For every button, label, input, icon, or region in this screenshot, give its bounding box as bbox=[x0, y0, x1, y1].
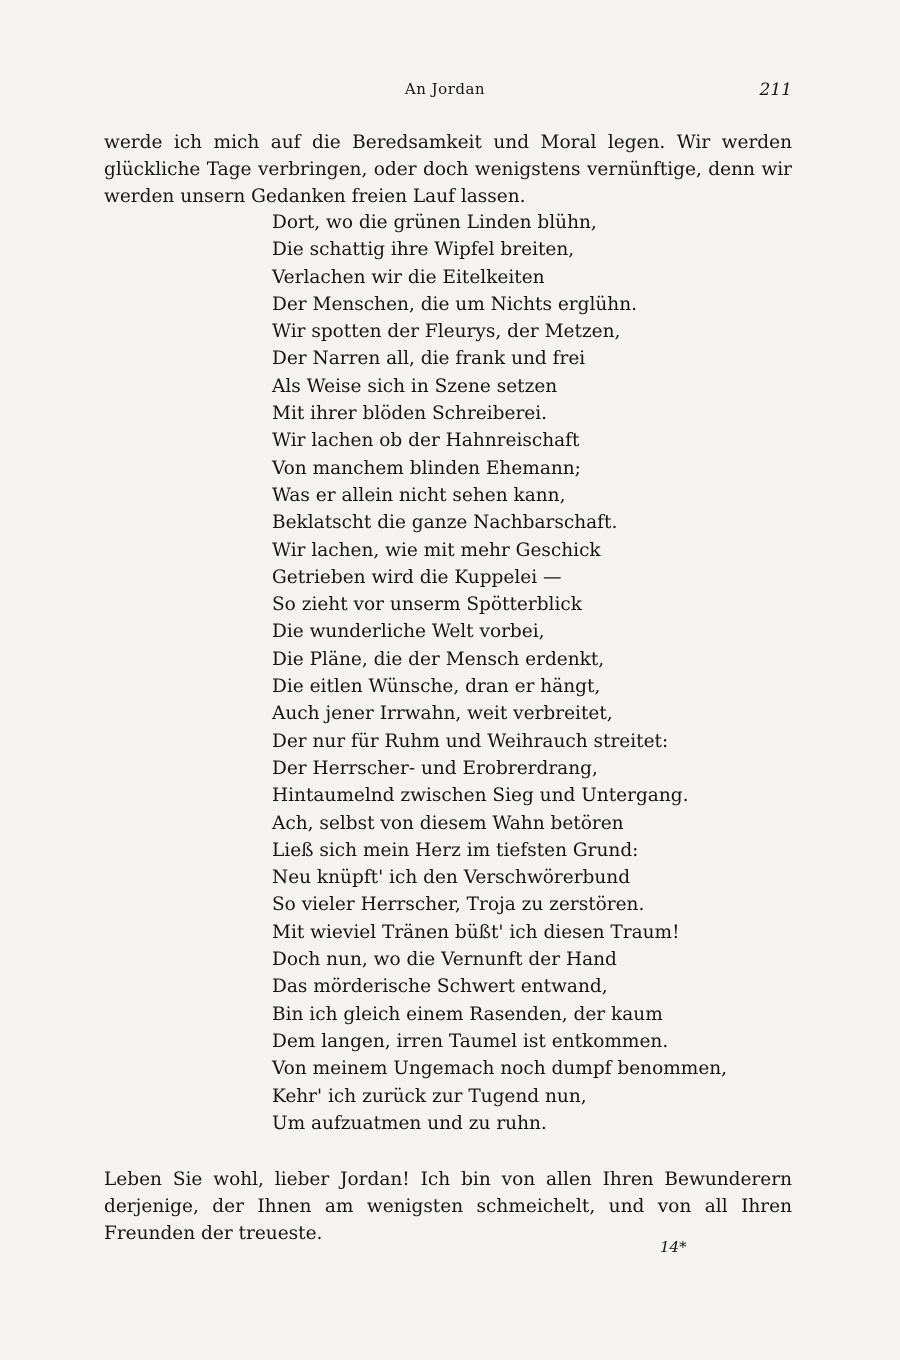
poem-line: Um aufzuatmen und zu ruhn. bbox=[272, 1112, 547, 1134]
poem-line: Dort, wo die grünen Linden blühn, bbox=[272, 212, 597, 233]
poem bbox=[272, 209, 727, 1137]
poem-line: Der nur für Ruhm und Weihrauch streitet: bbox=[272, 730, 669, 752]
poem-line: Von manchem blinden Ehemann; bbox=[272, 457, 581, 479]
poem-line: Die eitlen Wünsche, dran er hängt, bbox=[272, 676, 601, 698]
poem-line: Das mörderische Schwert entwand, bbox=[272, 976, 608, 998]
running-title: An Jordan bbox=[404, 80, 486, 98]
poem-line: Als Weise sich in Szene setzen bbox=[272, 375, 558, 397]
poem-line: Von meinem Ungemach noch dumpf benommen, bbox=[272, 1058, 728, 1080]
poem-line: Wir spotten der Fleurys, der Metzen, bbox=[272, 321, 621, 343]
poem-line: Ach, selbst von diesem Wahn betören bbox=[272, 812, 624, 834]
poem-line: So vieler Herrscher, Troja zu zerstören. bbox=[272, 894, 645, 916]
poem-line: Kehr' ich zurück zur Tugend nun, bbox=[272, 1085, 587, 1107]
intro-paragraph: werde ich mich auf die Beredsamkeit und Moral legen. Wir werden glückliche Tage verbringen, oder doch wenigstens vernünftige, denn wir werden unsern Gedanken freien Lauf lassen. bbox=[104, 132, 792, 207]
poem-line: Neu knüpft' ich den Verschwörerbund bbox=[272, 867, 631, 889]
poem-line: Auch jener Irrwahn, weit verbreitet, bbox=[272, 703, 613, 725]
poem-line: Die schattig ihre Wipfel breiten, bbox=[272, 239, 575, 261]
poem-line: Hintaumelnd zwischen Sieg und Untergang. bbox=[272, 785, 689, 807]
page-number: 211 bbox=[759, 80, 792, 100]
poem-line: Die Pläne, die der Mensch erdenkt, bbox=[272, 648, 605, 670]
poem-line: Die wunderliche Welt vorbei, bbox=[272, 621, 545, 643]
poem-line: Was er allein nicht sehen kann, bbox=[272, 484, 566, 506]
poem-line: Mit wieviel Tränen büßt' ich diesen Traum! bbox=[272, 921, 680, 943]
poem-line: Wir lachen, wie mit mehr Geschick bbox=[272, 539, 601, 561]
poem-line: Doch nun, wo die Vernunft der Hand bbox=[272, 949, 617, 971]
poem-line: Getrieben wird die Kuppelei — bbox=[272, 566, 562, 588]
poem-line: Mit ihrer blöden Schreiberei. bbox=[272, 403, 548, 425]
poem-line: Dem langen, irren Taumel ist entkommen. bbox=[272, 1030, 669, 1052]
poem-line: Verlachen wir die Eitelkeiten bbox=[272, 266, 545, 288]
poem-line: So zieht vor unserm Spötterblick bbox=[272, 594, 582, 616]
poem-line: Bin ich gleich einem Rasenden, der kaum bbox=[272, 1003, 663, 1025]
printer-signature-mark: 14* bbox=[660, 1238, 687, 1256]
poem-line: Wir lachen ob der Hahnreischaft bbox=[272, 430, 580, 452]
poem-line: Der Herrscher- und Erobrerdrang, bbox=[272, 757, 598, 779]
poem-line: Der Menschen, die um Nichts erglühn. bbox=[272, 293, 637, 315]
closing-paragraph: Leben Sie wohl, lieber Jordan! Ich bin von allen Ihren Bewunderern derjenige, der Ihnen am wenigsten schmeichelt, und von all Ihren Freunden der treueste. bbox=[104, 1169, 792, 1244]
poem-line: Der Narren all, die frank und frei bbox=[272, 348, 586, 370]
poem-line: Ließ sich mein Herz im tiefsten Grund: bbox=[272, 839, 639, 861]
poem-line: Beklatscht die ganze Nachbarschaft. bbox=[272, 512, 618, 534]
